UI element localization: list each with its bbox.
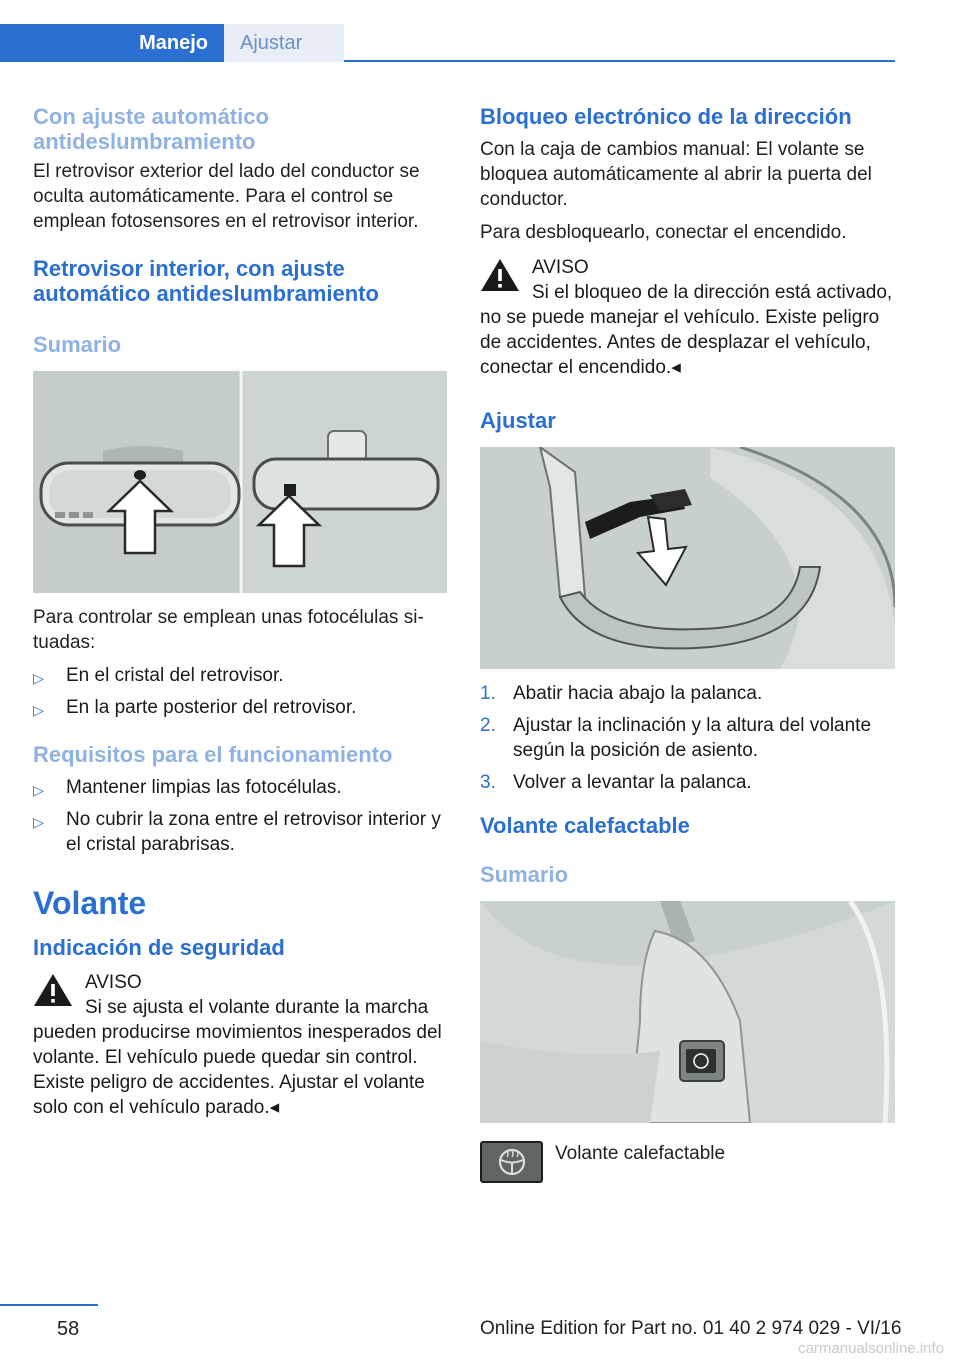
left-column (33, 100, 447, 1120)
heading-safety-note: Indicación de seguridad (33, 935, 285, 960)
warning-text: Si se ajusta el volante durante la marcha pueden producirse movimientos inesperados del volante. El vehículo puede quedar sin control. Existe peligro de accidentes. Ajustar el volante solo con el vehículo parado.◂ (33, 997, 442, 1118)
heated-wheel-button-row (480, 1141, 895, 1185)
right-column (480, 100, 895, 1185)
heated-wheel-photo (480, 901, 895, 1123)
heading-interior-mirror: Retrovisor interior, con ajuste automático antideslumbramiento (33, 256, 379, 306)
paragraph-steering-lock: Con la caja de cambios manual: El volante se bloquea automáticamente al abrir la puerta del conductor. (480, 139, 872, 210)
paragraph-auto-dimming: El retrovisor exterior del lado del conductor se oculta automáticamente. Para el control se emplean fotosensores en el retrovisor interior. (33, 161, 420, 232)
mirror-illustration (33, 371, 447, 593)
heading-volante: Volante (33, 885, 147, 921)
mirror-photo (33, 371, 447, 593)
heated-wheel-caption: Volante calefactable (555, 1143, 726, 1164)
warning-block-lock (480, 255, 895, 380)
watermark: carmanualsonline.info (798, 1340, 944, 1357)
triangle-right-icon: ▷ (33, 670, 44, 686)
bullet-list-photocells (33, 663, 447, 720)
paragraph-unlock: Para desbloquearlo, conectar el encendido. (480, 222, 847, 243)
warning-title: AVISO (85, 972, 142, 993)
list-item: 1. Abatir hacia abajo la palanca. (480, 683, 763, 704)
heated-wheel-button[interactable] (480, 1141, 543, 1183)
list-item: 2. Ajustar la inclinación y la altura del volante según la posición de asiento. (480, 715, 872, 761)
page-number: 58 (57, 1318, 80, 1340)
list-item: 3. Volver a levantar la palanca. (480, 772, 752, 793)
header-tabbar (0, 24, 895, 62)
heated-steering-wheel-icon (495, 1147, 529, 1177)
lever-photo (480, 447, 895, 669)
heading-sumario-heated: Sumario (480, 862, 569, 887)
paragraph-photocells: Para controlar se emplean unas fotocélulas situadas: (33, 607, 424, 653)
bullet-list-requirements (33, 775, 447, 857)
list-item: ▷ No cubrir la zona entre el retrovisor interior y el cristal parabrisas. (33, 809, 441, 855)
heated-wheel-illustration (480, 901, 895, 1123)
triangle-right-icon: ▷ (33, 702, 44, 718)
edition-text: Online Edition for Part no. 01 40 2 974 029 - VI/16 (480, 1318, 902, 1339)
warning-triangle-icon (480, 257, 520, 293)
heading-sumario-mirror: Sumario (33, 332, 122, 357)
heading-heated-wheel: Volante calefactable (480, 813, 690, 838)
warning-title: AVISO (532, 257, 589, 278)
list-item: ▷ En la parte posterior del retrovisor. (33, 695, 447, 720)
steps-list (480, 681, 895, 795)
warning-text: Si el bloqueo de la dirección está activado, no se puede manejar el vehículo. Existe peligro de accidentes. Antes de desplazar el vehículo, conectar el encendido.◂ (480, 282, 893, 378)
tab-manejo[interactable]: Manejo (0, 24, 224, 62)
tab-ajustar[interactable]: Ajustar (224, 24, 344, 62)
footer-divider (0, 1304, 98, 1306)
list-item: ▷ En el cristal del retrovisor. (33, 663, 447, 688)
warning-block-wheel (33, 970, 447, 1120)
heading-requirements: Requisitos para el funcionamiento (33, 742, 393, 767)
heading-ajustar: Ajustar (480, 408, 556, 433)
triangle-right-icon: ▷ (33, 782, 44, 798)
lever-illustration (480, 447, 895, 669)
heading-auto-dimming: Con ajuste automático antideslumbramiento (33, 104, 269, 154)
warning-triangle-icon (33, 972, 73, 1008)
triangle-right-icon: ▷ (33, 814, 44, 830)
heading-steering-lock: Bloqueo electrónico de la dirección (480, 104, 852, 129)
list-item: ▷ Mantener limpias las fotocélulas. (33, 775, 447, 800)
